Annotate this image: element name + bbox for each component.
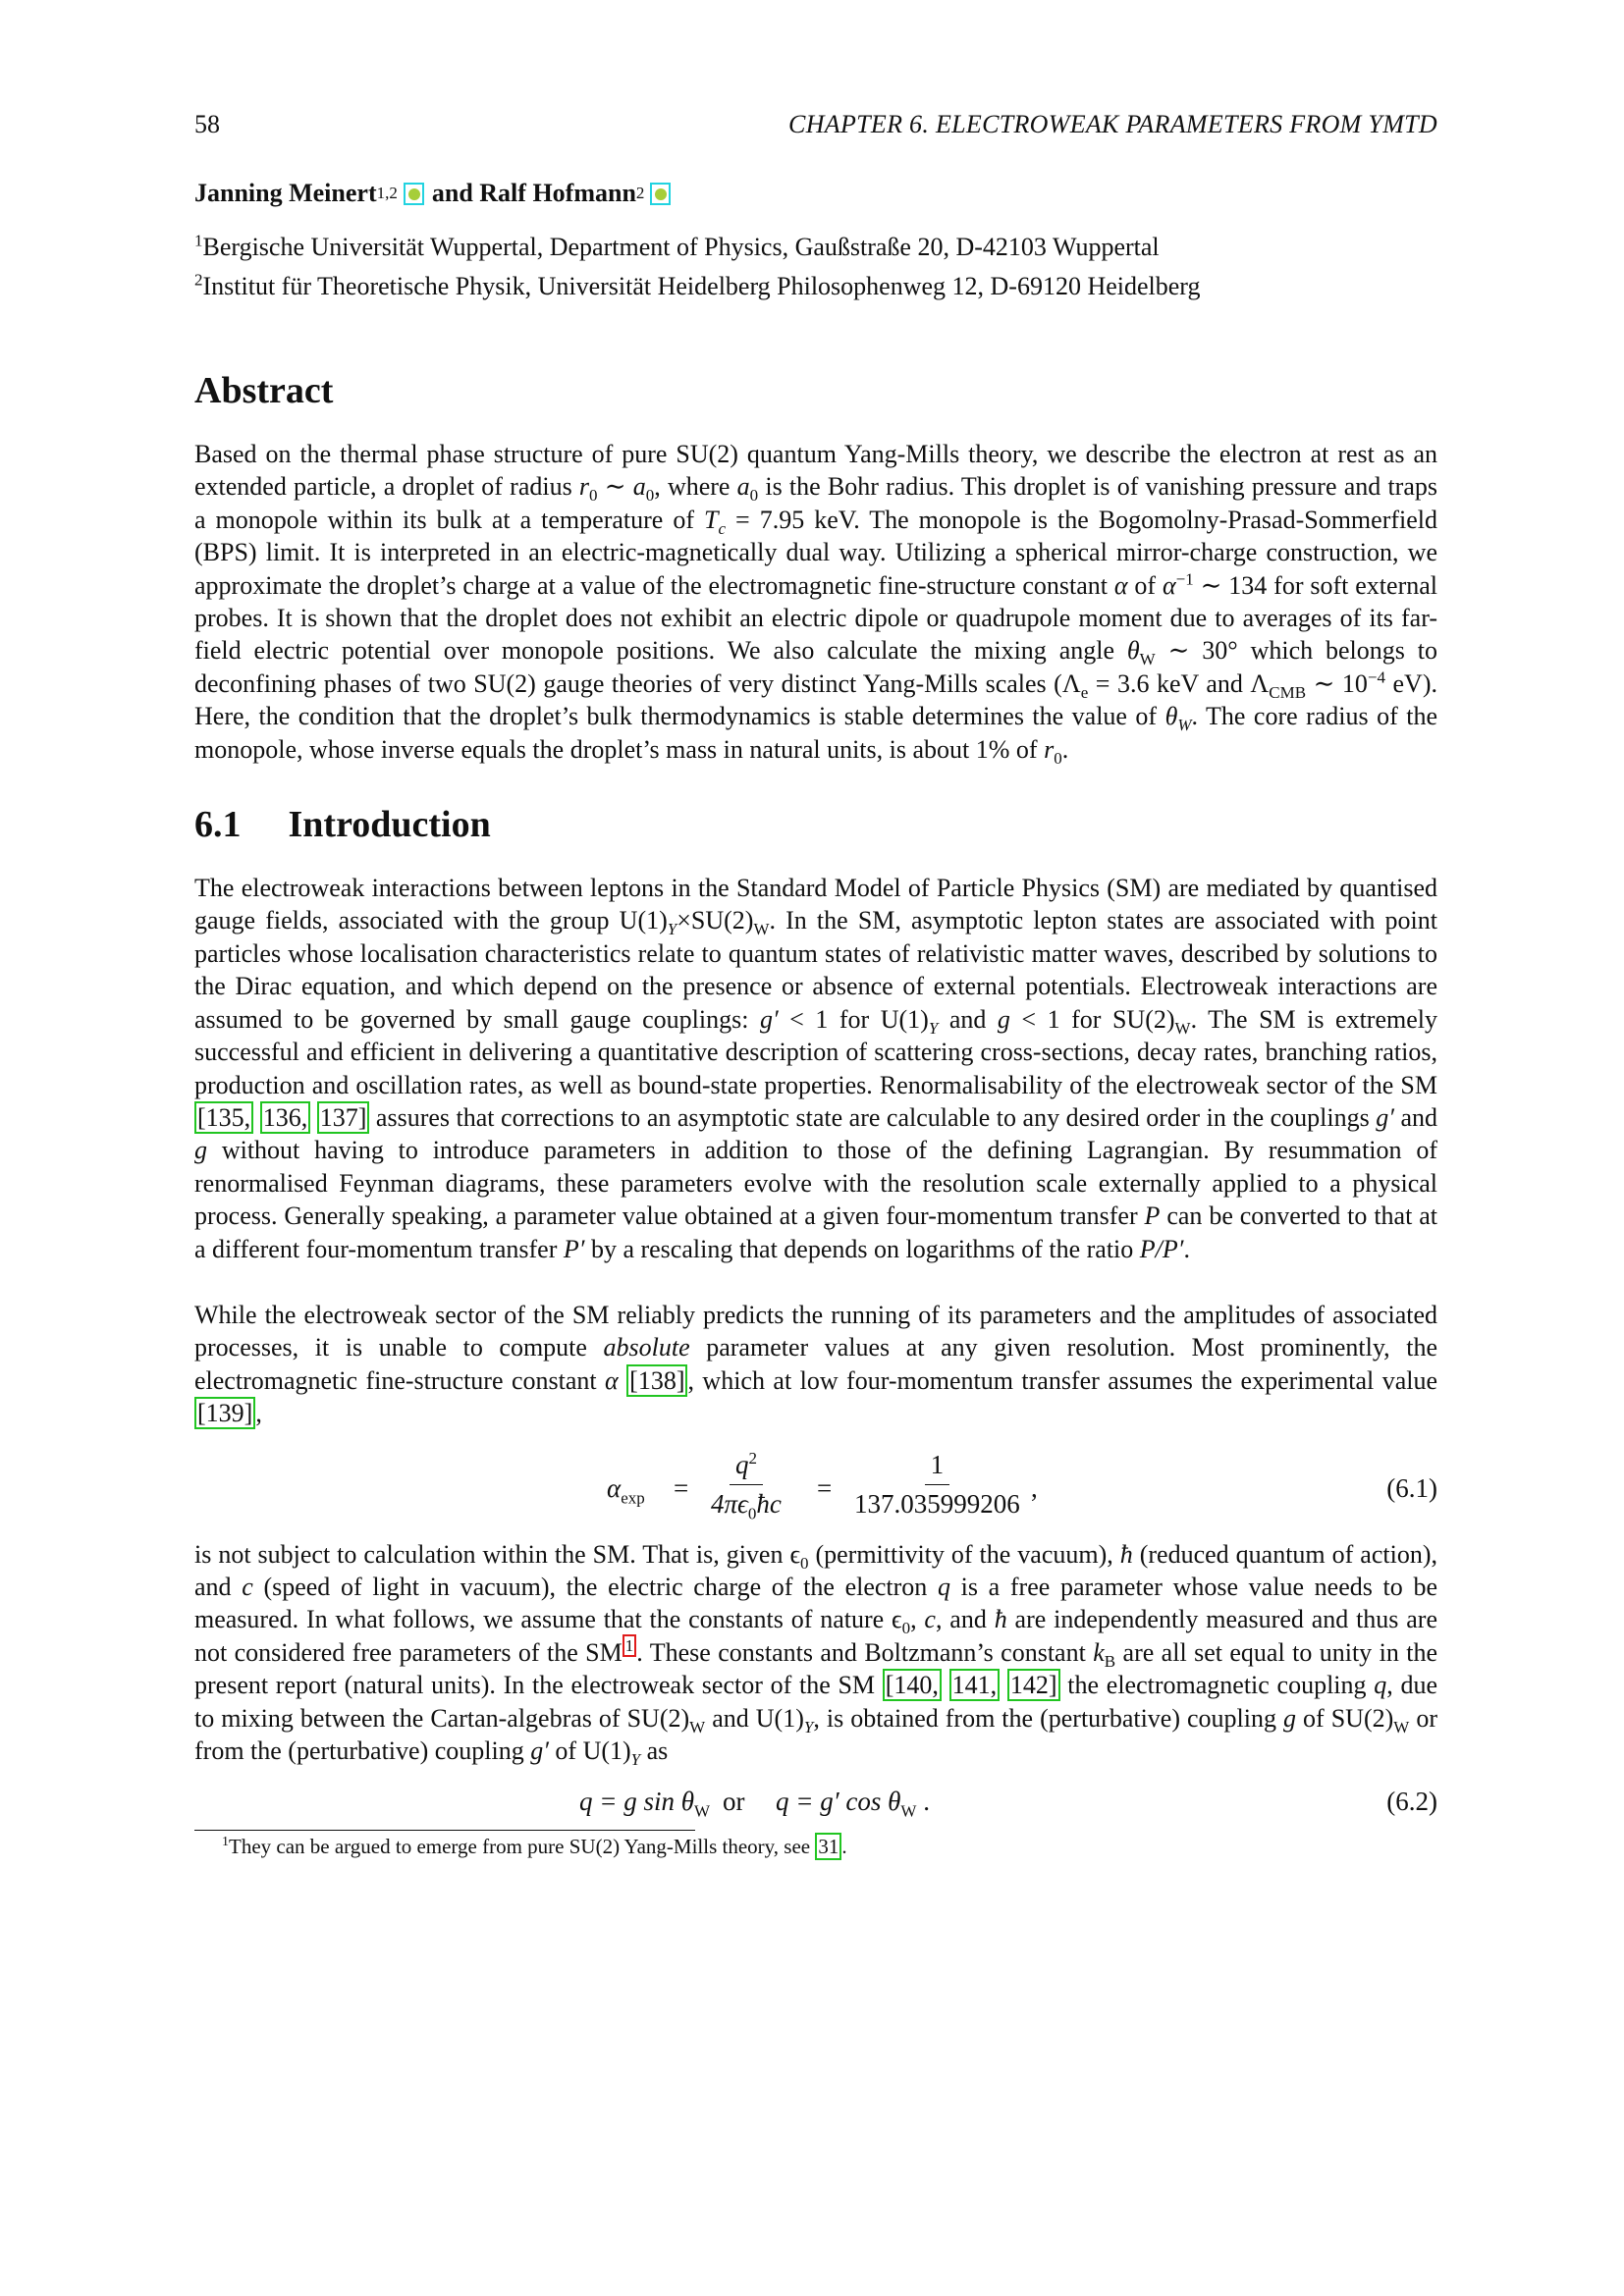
text-run: of SU(2): [1296, 1703, 1394, 1733]
fraction-denominator: 137.035999206: [854, 1488, 1020, 1519]
intro-paragraph-3: [194, 1538, 1437, 1768]
text-run: [619, 1366, 626, 1395]
text-run: assures that corrections to an asymptotic state are calculable to any desired order in the couplings: [369, 1102, 1377, 1132]
text-run: , due to mixing between the Cartan-algebras of SU(2): [194, 1671, 1438, 1733]
math-sub: W: [1139, 650, 1156, 669]
math-sub: CMB: [1269, 683, 1307, 703]
text-run: the electromagnetic coupling: [1059, 1671, 1375, 1700]
text-run: ×SU(2): [677, 906, 754, 935]
math-sup: 2: [748, 1448, 757, 1468]
math-symbol: g′: [759, 1004, 779, 1034]
text-run: (speed of light in vacuum), the electric charge of the electron: [252, 1572, 938, 1601]
orcid-icon[interactable]: [650, 183, 671, 205]
math-sub: 0: [1054, 748, 1062, 768]
math-sub: W: [1393, 1717, 1410, 1736]
text-run: . In the SM, asymptotic lepton states are associated with point particles whose localisation characteristics relate to quantum states of relativistic matter waves, described by solutions to the Dirac equation, and which depend on the presence or absence of external potentials. Electroweak interactions are assumed to be governed by small gauge couplings:: [194, 906, 1437, 1034]
text-run: , where: [654, 472, 737, 502]
text-run: , and: [935, 1605, 995, 1634]
citation-link[interactable]: 136,: [260, 1101, 311, 1134]
eq-left: [579, 1787, 711, 1821]
text-run: = 7.95 keV. The monopole is the Bogomolny-Prasad-Sommerfield (BPS) limit. It is interpreted in an electric-magnetically dual way. Utilizing a spherical mirror-charge construction, we approximate the droplet’s charge at a value of the electromagnetic fine-structure constant: [194, 505, 1437, 600]
math-symbol: α: [607, 1472, 622, 1503]
math-sub: W: [1177, 716, 1192, 735]
equation-number: (6.2): [1386, 1787, 1437, 1817]
eq-lhs: [607, 1472, 645, 1507]
citation-link[interactable]: [135,: [194, 1101, 253, 1134]
text-run: are all set equal to unity in the present report (natural units). In the electroweak sector of the SM: [194, 1637, 1437, 1700]
affil-text: Institut für Theoretische Physik, Universität Heidelberg Philosophenweg 12, D-69120 Heidelberg: [202, 272, 1201, 300]
affil-text: Bergische Universität Wuppertal, Department of Physics, Gaußstraße 20, D-42103 Wuppertal: [202, 233, 1160, 261]
text-run: < 1 for SU(2): [1009, 1004, 1175, 1034]
text-run: can be converted to that at a different four-momentum transfer: [194, 1201, 1437, 1263]
text-run: ∼ 10: [1306, 668, 1368, 698]
equation-6-2: [194, 1779, 1437, 1828]
text-run: ∼ 30° which belongs to deconfining phases of two SU(2) gauge theories of very distinct Yang-Mills scales (Λ: [194, 636, 1437, 698]
math-sub: W: [1174, 1018, 1191, 1038]
text-run: Based on the thermal phase structure of pure SU(2) quantum Yang-Mills theory, we describe the electron at rest as an extended particle, a droplet of radius: [194, 440, 1437, 502]
text-run: is not subject to calculation within the SM. That is, given ϵ: [194, 1539, 800, 1569]
citation-link[interactable]: [138]: [626, 1364, 687, 1397]
math-symbol: ħ: [1119, 1539, 1133, 1569]
math-symbol: q = g sin θ: [579, 1787, 694, 1817]
math-sub: Y: [928, 1018, 939, 1038]
section-number: 6.1: [194, 804, 242, 846]
math-symbol: P′: [563, 1234, 585, 1263]
math-sub: 0: [747, 1503, 757, 1522]
text-run: and U(1): [705, 1703, 804, 1733]
math-symbol: P: [1144, 1201, 1161, 1231]
equals-sign: =: [817, 1472, 833, 1503]
text-run: parameter values at any given resolution. Most prominently, the electromagnetic fine-structure constant: [194, 1333, 1437, 1395]
math-symbol: a: [632, 472, 646, 502]
text-run: . These constants and Boltzmann’s constant: [636, 1637, 1094, 1667]
fraction: [854, 1450, 1020, 1520]
affiliations: [194, 228, 1437, 306]
footnote-mark: 1: [222, 1835, 229, 1850]
eq-connector: or: [723, 1787, 745, 1817]
equation-6-1: [194, 1446, 1437, 1530]
math-symbol: r: [1044, 734, 1055, 764]
text-run: is a free parameter whose value needs to be measured. In what follows, we assume that the constants of nature ϵ: [194, 1572, 1437, 1634]
fraction-denominator: [711, 1485, 782, 1520]
text-run: ∼ 134 for soft external probes. It is shown that the droplet does not exhibit an electric dipole or quadrupole moment due to averages of its far-field electric potential over monopole positions. We also calculate the mixing angle: [194, 570, 1437, 666]
section-title: Introduction: [288, 804, 491, 846]
math-sub: Y: [630, 1750, 641, 1770]
citation-link[interactable]: 137]: [317, 1101, 370, 1134]
orcid-logo-icon: [408, 188, 420, 200]
math-symbol: q = g′ cos θ: [776, 1787, 901, 1817]
fraction-numerator: [730, 1450, 763, 1485]
orcid-logo-icon: [655, 188, 667, 200]
citation-link[interactable]: 141,: [949, 1669, 1001, 1701]
text-run: ∼: [597, 472, 633, 502]
author-line: Janning Meinert 1,2 and Ralf Hofmann 2: [194, 179, 1437, 208]
text-run: , is obtained from the (perturbative) coupling: [813, 1703, 1284, 1733]
text-run: ,: [910, 1605, 925, 1634]
text-run: by a rescaling that depends on logarithms of the ratio: [584, 1234, 1140, 1263]
citation-link[interactable]: [139]: [194, 1397, 255, 1429]
math-symbol: ħc: [756, 1488, 782, 1519]
math-sub: W: [694, 1801, 711, 1821]
text-run: of U(1): [548, 1736, 631, 1765]
math-symbol: g′: [530, 1736, 549, 1765]
citation-link[interactable]: [140,: [883, 1669, 942, 1701]
text-run: and: [1393, 1102, 1438, 1132]
footnote-text: They can be argued to emerge from pure SU(2) Yang-Mills theory, see: [229, 1835, 816, 1859]
author-name: Ralf Hofmann: [479, 179, 636, 207]
math-symbol: α: [1162, 570, 1176, 600]
text-run: . The SM is extremely successful and efficient in delivering a quantitative description of scattering cross-sections, decay rates, branching ratios, production and oscillation rates, as well as bound-state properties. Renormalisability of the electroweak sector of the SM: [194, 1004, 1437, 1099]
citation-link[interactable]: 31: [815, 1833, 841, 1860]
math-sub: Y: [667, 920, 677, 939]
math-sup: −4: [1367, 667, 1385, 687]
math-sub: e: [1080, 683, 1089, 703]
math-symbol: g: [1283, 1703, 1297, 1733]
math-sub: W: [689, 1717, 706, 1736]
author-name: Janning Meinert: [194, 179, 377, 207]
fraction: [711, 1450, 782, 1520]
eq-punctuation: .: [916, 1787, 930, 1817]
text-run: . The core radius of the monopole, whose inverse equals the droplet’s mass in natural units, is about 1% of: [194, 702, 1437, 764]
text-run: < 1 for U(1): [778, 1004, 929, 1034]
affiliation-line: [194, 228, 1437, 267]
text-run: ,: [255, 1399, 262, 1428]
equals-sign: =: [674, 1472, 689, 1503]
footnote: [194, 1835, 1437, 1859]
math-symbol: P/P′: [1139, 1234, 1184, 1263]
math-sub: Y: [803, 1717, 814, 1736]
math-sub: W: [753, 920, 770, 939]
math-symbol: T: [704, 505, 719, 534]
math-symbol: g′: [1376, 1102, 1394, 1132]
math-sub: 0: [799, 1553, 809, 1573]
footnote-text: .: [841, 1835, 847, 1859]
math-sub: B: [1104, 1651, 1116, 1671]
affil-sup: 1: [194, 231, 203, 250]
math-symbol: 4πϵ: [711, 1488, 748, 1519]
chapter-title: CHAPTER 6. ELECTROWEAK PARAMETERS FROM YMTD: [788, 110, 1437, 138]
math-sub: 0: [589, 486, 598, 506]
text-run: eV). Here, the condition that the droplet’s bulk thermodynamics is stable determines the value of: [194, 668, 1437, 731]
math-symbol: α: [605, 1365, 619, 1395]
eq-right: [776, 1787, 930, 1821]
math-symbol: c: [924, 1605, 936, 1634]
intro-paragraph-1: [194, 872, 1437, 1265]
author-connector: and: [431, 179, 473, 207]
text-run: and: [938, 1004, 998, 1034]
math-sub: c: [718, 519, 727, 538]
running-header: [194, 110, 1437, 153]
footnote-rule: [194, 1830, 695, 1831]
fraction-numerator: 1: [925, 1450, 950, 1485]
math-sub: 0: [901, 1619, 911, 1638]
math-sub: 0: [749, 486, 759, 506]
math-symbol: c: [242, 1572, 253, 1601]
footnote-link[interactable]: 1: [623, 1634, 637, 1657]
text-run: [310, 1103, 317, 1132]
math-sub: W: [900, 1801, 917, 1821]
intro-paragraph-2: [194, 1299, 1437, 1430]
text-run: as: [640, 1736, 669, 1765]
page-content: [194, 110, 1437, 1859]
affil-sup: 2: [194, 270, 203, 290]
text-run: [1000, 1671, 1007, 1699]
text-run: [942, 1671, 949, 1699]
text-run: of: [1127, 570, 1163, 600]
eq-punctuation: ,: [1031, 1472, 1038, 1503]
text-run: [253, 1103, 260, 1132]
orcid-icon[interactable]: [404, 183, 424, 205]
emphasis: absolute: [603, 1333, 690, 1362]
math-symbol: q: [1374, 1671, 1387, 1700]
math-symbol: g: [194, 1136, 207, 1165]
page-number: 58: [194, 110, 220, 138]
citation-link[interactable]: 142]: [1007, 1669, 1060, 1701]
equation-number: (6.1): [1386, 1472, 1437, 1503]
text-run: (permittivity of the vacuum),: [808, 1539, 1120, 1569]
text-run: (reduced quantum of action), and: [194, 1539, 1437, 1601]
math-symbol: q: [937, 1572, 950, 1601]
text-run: is the Bohr radius. This droplet is of vanishing pressure and traps a monopole within its bulk at a temperature of: [194, 472, 1437, 534]
math-symbol: g: [997, 1004, 1010, 1034]
math-sub: 0: [645, 486, 655, 506]
text-run: , which at low four-momentum transfer assumes the experimental value: [687, 1365, 1438, 1395]
math-symbol: k: [1093, 1637, 1105, 1667]
math-symbol: θ: [1164, 702, 1178, 731]
text-run: without having to introduce parameters in addition to those of the defining Lagrangian. By resummation of renormalised Feynman diagrams, these parameters evolve with the resolution scale externally applied to a physical process. Generally speaking, a parameter value obtained at a given four-momentum transfer: [194, 1136, 1437, 1231]
text-run: .: [1183, 1234, 1190, 1263]
text-run: While the electroweak sector of the SM reliably predicts the running of its parameters and the amplitudes of associated processes, it is unable to compute: [194, 1300, 1437, 1362]
affiliation-line: [194, 267, 1437, 306]
text-run: are independently measured and thus are not considered free parameters of the SM: [194, 1605, 1437, 1667]
math-symbol: a: [736, 472, 750, 502]
math-sub: exp: [621, 1487, 645, 1507]
math-sup: −1: [1175, 568, 1194, 588]
math-symbol: r: [578, 472, 590, 502]
text-run: or from the (perturbative) coupling: [194, 1703, 1437, 1765]
abstract-heading: Abstract: [194, 370, 334, 411]
math-symbol: θ: [1126, 636, 1140, 666]
text-run: = 3.6 keV and Λ: [1088, 668, 1270, 698]
abstract-paragraph: [194, 438, 1437, 766]
text-run: .: [1061, 734, 1069, 764]
math-symbol: ħ: [994, 1605, 1007, 1634]
section-heading: [194, 803, 1437, 846]
math-symbol: α: [1113, 570, 1128, 600]
text-run: The electroweak interactions between leptons in the Standard Model of Particle Physics (SM) are mediated by quantised gauge fields, associated with the group U(1): [194, 874, 1437, 935]
math-symbol: q: [734, 1449, 749, 1479]
